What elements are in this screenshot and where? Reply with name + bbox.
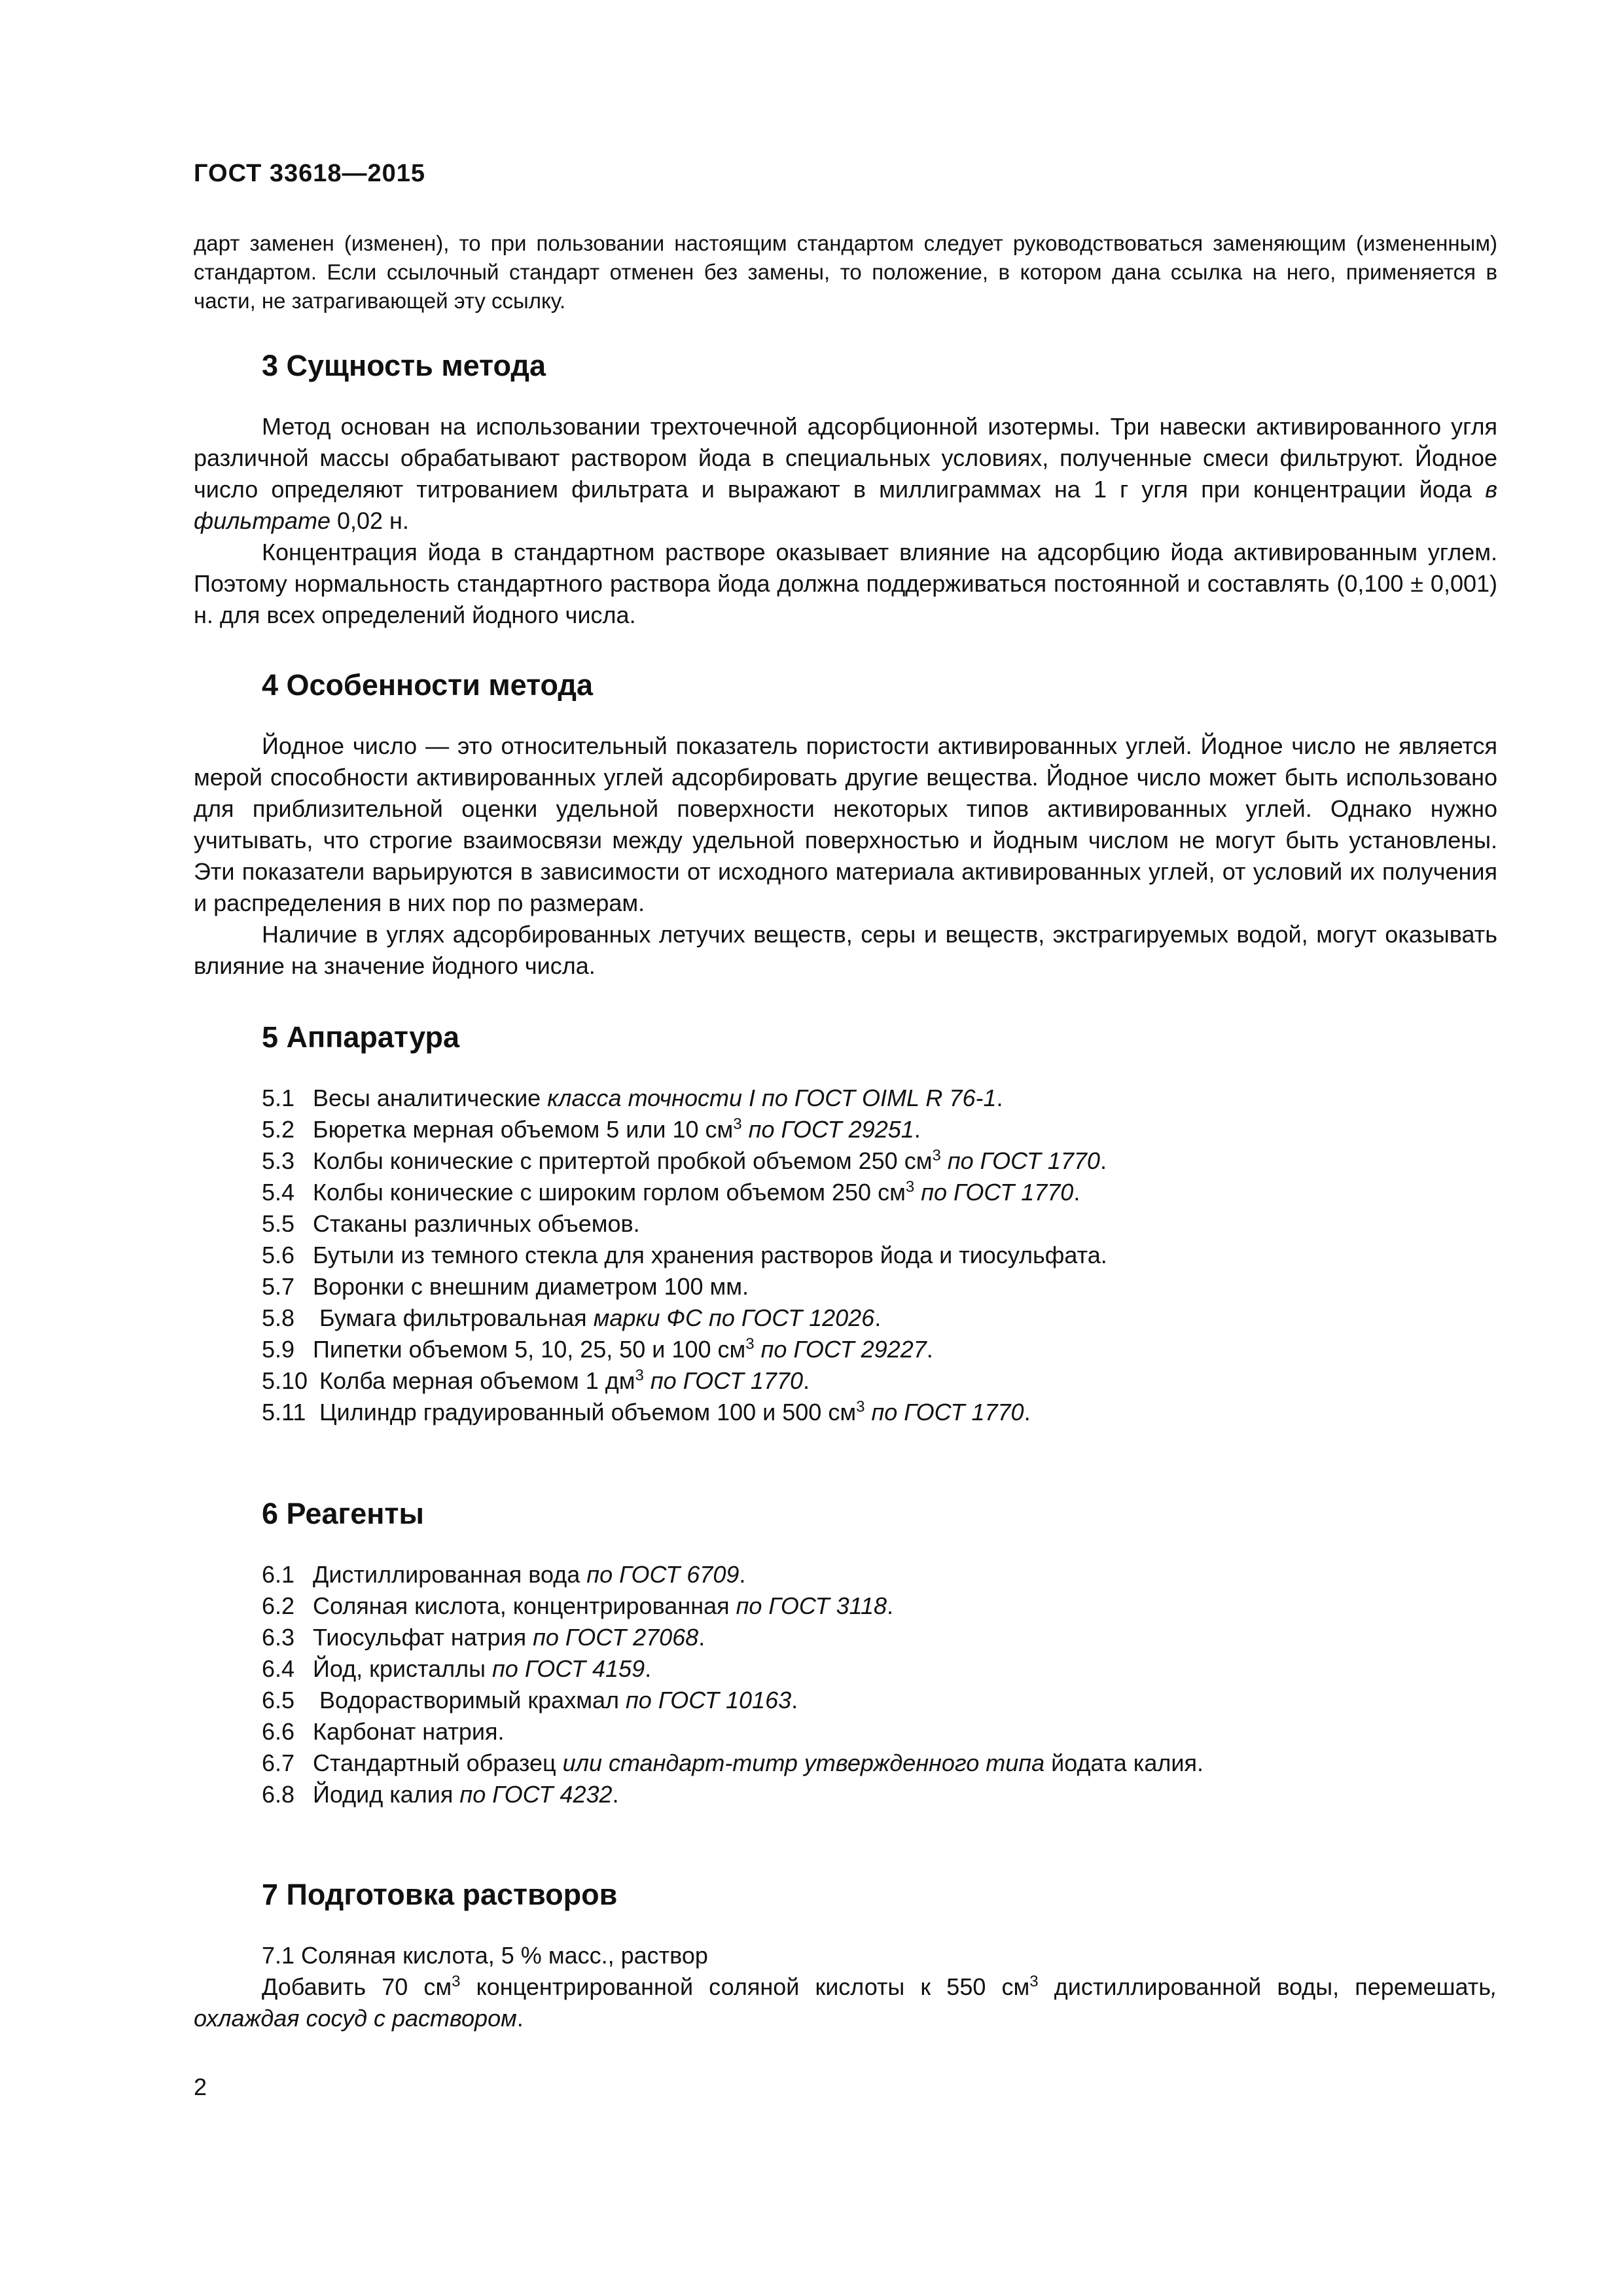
list-item: 5.11 Цилиндр градуированный объемом 100 и 500 $см^3$ по ГОСТ 1770. <box>262 1398 1031 1426</box>
section-4-paragraph-2: Наличие в углях адсорбированных летучих веществ, серы и веществ, экстрагируемых водой, могут оказывать влияние на значение йодного числа. <box>194 921 1497 979</box>
list-item: 5.3 Колбы конические с притертой пробкой объемом 250 $см^3$ по ГОСТ 1770. <box>262 1147 1107 1174</box>
section-7-title: 7 Подготовка растворов <box>262 1878 618 1911</box>
apparatus-list <box>194 1083 1497 1428</box>
section-3-paragraph-2: Концентрация йода в стандартном растворе оказывает влияние на адсорбцию йода активированным углем. Поэтому нормальность стандартного раствора йода должна поддерживаться постоянной и составлять (0,100 ± 0,001) н. для всех определений йодного числа. <box>194 539 1497 628</box>
list-item: 6.5 Водорастворимый крахмал по ГОСТ 10163. <box>262 1687 798 1713</box>
document-header: ГОСТ 33618—2015 <box>194 160 426 187</box>
section-6-title: 6 Реагенты <box>262 1497 424 1530</box>
list-item: 6.3 Тиосульфат натрия по ГОСТ 27068. <box>262 1624 705 1651</box>
intro-paragraph: дарт заменен (изменен), то при пользовании настоящим стандартом следует руководствоваться заменяющим (измененным) стандартом. Если ссылочный стандарт отменен без замены, то положение, в котором дана ссылка на него, применяется в части, не затрагивающей эту ссылку. <box>194 231 1497 313</box>
list-item: 5.1 Весы аналитические класса точности I по ГОСТ OIML R 76-1. <box>262 1085 1003 1111</box>
list-item: 6.6 Карбонат натрия. <box>262 1718 505 1745</box>
intro-block <box>194 229 1497 315</box>
section-4-paragraph-1: Йодное число — это относительный показатель пористости активированных углей. Йодное число не является мерой способности активированных углей адсорбировать другие вещества. Йодное число может быть использовано для приблизительной оценки удельной поверхности некоторых типов активированных углей. Однако нужно учитывать, что строгие взаимосвязи между удельной поверхностью и йодным числом не могут быть установлены. Эти показатели варьируются в зависимости от исходного материала активированных углей, от условий их получения и распределения в них пор по размерам. <box>194 732 1497 916</box>
section-3-paragraph-1: Метод основан на использовании трехточечной адсорбционной изотермы. Три навески активированного угля различной массы обрабатывают раствором йода в специальных условиях, полученные смеси фильтруют. Йодное число определяют титрованием фильтрата и выражают в миллиграммах на 1 г угля при концентрации йода в фильтрате 0,02 н. <box>194 413 1497 534</box>
list-item: 5.9 Пипетки объемом 5, 10, 25, 50 и 100 $см^3$ по ГОСТ 29227. <box>262 1335 933 1363</box>
list-item: 5.2 Бюретка мерная объемом 5 или 10 $см^3$ по ГОСТ 29251. <box>262 1115 921 1143</box>
section-3 <box>194 347 1497 631</box>
section-7 <box>194 1876 1497 2034</box>
list-item: 6.8 Йодид калия по ГОСТ 4232. <box>262 1781 619 1808</box>
list-item: 5.5 Стаканы различных объемов. <box>262 1210 640 1237</box>
section-5 <box>194 1018 1497 1428</box>
list-item: 5.4 Колбы конические с широким горлом объемом 250 $см^3$ по ГОСТ 1770. <box>262 1178 1080 1206</box>
list-item: 5.10 Колба мерная объемом 1 $дм^3$ по ГОСТ 1770. <box>262 1367 810 1394</box>
section-7-subheading: 7.1 Соляная кислота, 5 % масс., раствор <box>262 1942 708 1969</box>
list-item: 6.7 Стандартный образец или стандарт-титр утвержденного типа йодата калия. <box>262 1749 1204 1776</box>
list-item: 6.1 Дистиллированная вода по ГОСТ 6709. <box>262 1561 746 1588</box>
section-3-title: 3 Сущность метода <box>262 349 546 382</box>
list-item: 6.2 Соляная кислота, концентрированная по ГОСТ 3118. <box>262 1592 894 1619</box>
reagents-list <box>194 1559 1497 1810</box>
list-item: 5.6 Бутыли из темного стекла для хранения растворов йода и тиосульфата. <box>262 1242 1107 1268</box>
list-item: 5.7 Воронки с внешним диаметром 100 мм. <box>262 1273 749 1300</box>
page-number: 2 <box>194 2073 207 2100</box>
list-item: 6.4 Йод, кристаллы по ГОСТ 4159. <box>262 1655 652 1682</box>
section-7-paragraph: Добавить 70 $см^3$ концентрированной соляной кислоты к 550 $см^3$ дистиллированной воды, перемешать, охлаждая сосуд с раствором. <box>194 1973 1497 2032</box>
list-item: 5.8 Бумага фильтровальная марки ФС по ГОСТ 12026. <box>262 1304 882 1331</box>
section-4 <box>194 666 1497 982</box>
section-6 <box>194 1495 1497 1810</box>
section-4-title: 4 Особенности метода <box>262 668 594 702</box>
section-5-title: 5 Аппаратура <box>262 1020 460 1054</box>
